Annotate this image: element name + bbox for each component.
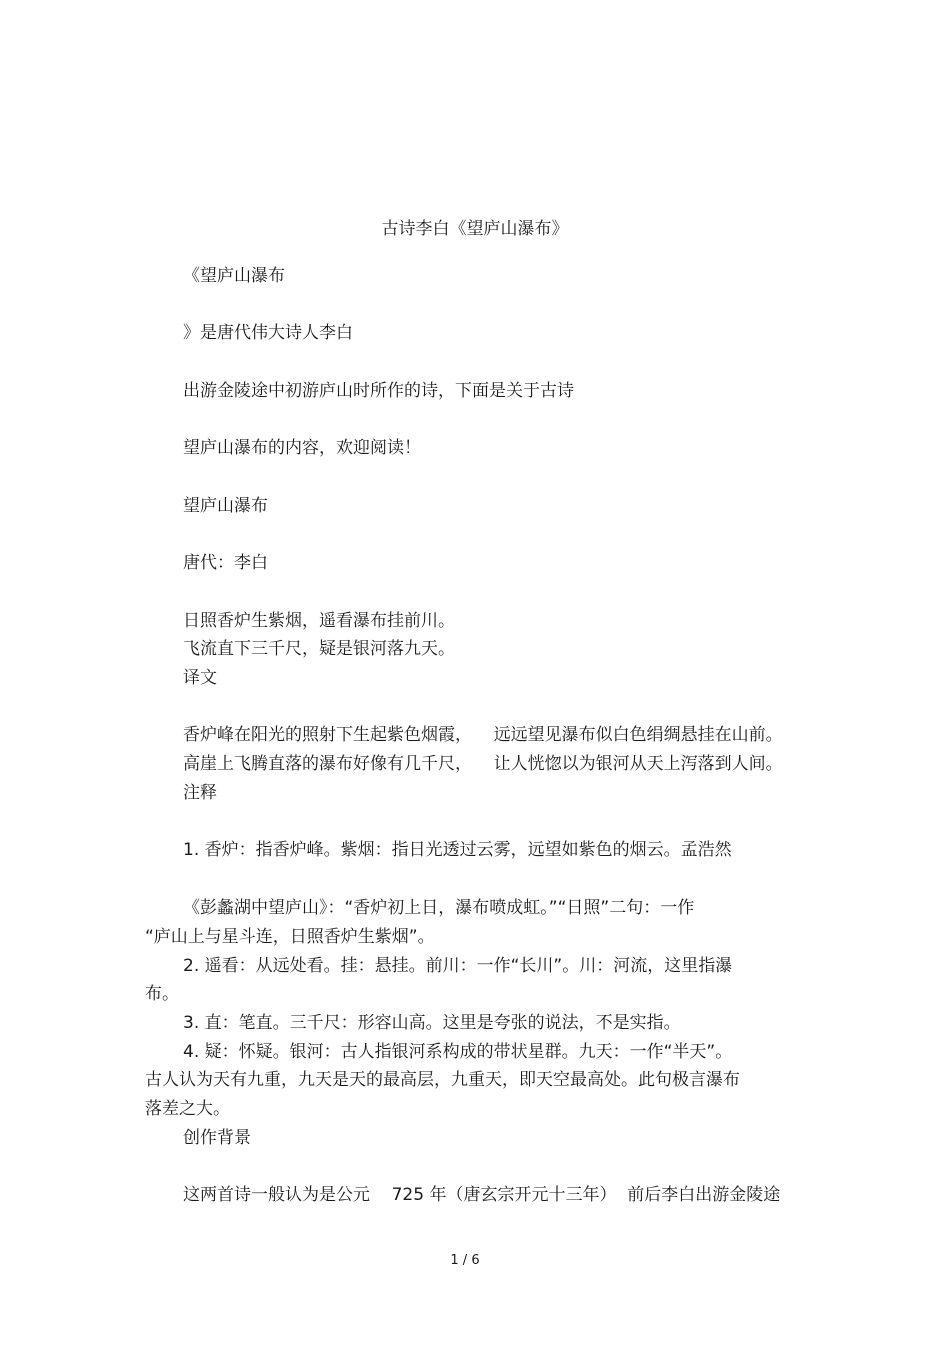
note-line: 《彭蠡湖中望庐山》：“香炉初上日，瀑布喷成虹。”“日照”二句：一作 bbox=[183, 898, 695, 918]
intro-line-3: 出游金陵途中初游庐山时所作的诗，下面是关于古诗 bbox=[183, 381, 574, 401]
poem-name: 望庐山瀑布 bbox=[183, 496, 268, 516]
note-line: 布。 bbox=[145, 984, 179, 1004]
document-title: 古诗李白《望庐山瀑布》 bbox=[381, 219, 569, 239]
poem-line-1: 日照香炉生紫烟，遥看瀑布挂前川。 bbox=[183, 611, 455, 631]
note-line: 落差之大。 bbox=[145, 1099, 230, 1119]
poem-author: 唐代：李白 bbox=[183, 553, 268, 573]
intro-line-4: 望庐山瀑布的内容，欢迎阅读！ bbox=[183, 438, 421, 458]
translation-line-2: 高崖上飞腾直落的瀑布好像有几千尺， 让人恍惚以为银河从天上泻落到人间。 bbox=[183, 754, 783, 774]
notes-heading: 注释 bbox=[183, 783, 217, 803]
note-line: “庐山上与星斗连，日照香炉生紫烟”。 bbox=[145, 927, 435, 947]
background-heading: 创作背景 bbox=[183, 1128, 251, 1148]
intro-line-1: 《望庐山瀑布 bbox=[183, 266, 285, 286]
translation-heading: 译文 bbox=[183, 668, 217, 688]
intro-line-2: 》是唐代伟大诗人李白 bbox=[183, 323, 353, 343]
translation-line-1: 香炉峰在阳光的照射下生起紫色烟霞， 远远望见瀑布似白色绢绸悬挂在山前。 bbox=[183, 725, 783, 745]
background-line: 这两首诗一般认为是公元 725 年（唐玄宗开元十三年） 前后李白出游金陵途 bbox=[183, 1185, 781, 1205]
note-line: 古人认为天有九重，九天是天的最高层，九重天，即天空最高处。此句极言瀑布 bbox=[145, 1070, 740, 1090]
page-number: 1 / 6 bbox=[450, 1253, 480, 1268]
poem-line-2: 飞流直下三千尺，疑是银河落九天。 bbox=[183, 639, 455, 659]
note-line: 4. 疑：怀疑。银河：古人指银河系构成的带状星群。九天：一作“半天”。 bbox=[183, 1042, 733, 1062]
note-line: 3. 直：笔直。三千尺：形容山高。这里是夸张的说法，不是实指。 bbox=[183, 1013, 681, 1033]
note-line: 2. 遥看：从远处看。挂：悬挂。前川：一作“长川”。川：河流，这里指瀑 bbox=[183, 956, 733, 976]
note-line: 1. 香炉：指香炉峰。紫烟：指日光透过云雾，远望如紫色的烟云。孟浩然 bbox=[183, 840, 732, 860]
